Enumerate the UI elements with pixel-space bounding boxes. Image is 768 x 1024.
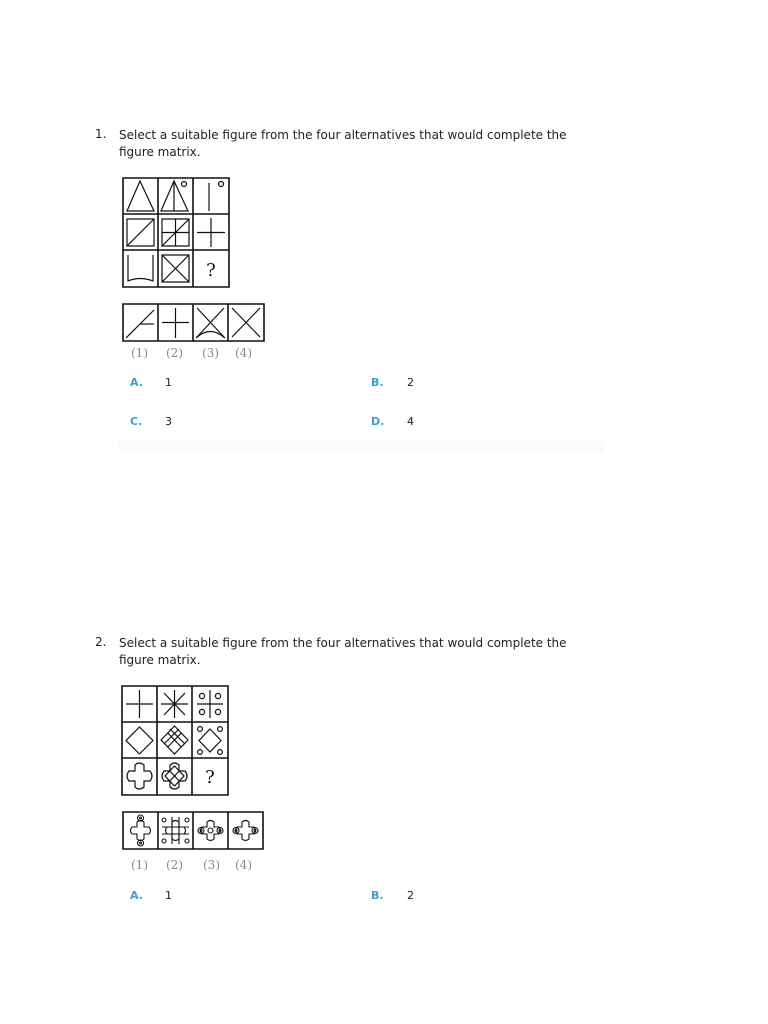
- option-letter: A.: [130, 376, 143, 389]
- plus-figure: [197, 218, 225, 247]
- option-value: 1: [165, 376, 172, 389]
- answer-label: (1): [131, 858, 148, 872]
- curved-square-figure: [128, 255, 153, 281]
- option-letter: A.: [130, 889, 143, 902]
- answer-figure-2: [162, 308, 189, 338]
- option-value: 2: [407, 889, 414, 902]
- answer-label: (2): [166, 858, 183, 872]
- option-value: 3: [165, 415, 172, 428]
- line-circle-figure: [209, 182, 224, 212]
- square-diagonal-figure: [127, 219, 154, 246]
- option-value: 4: [407, 415, 414, 428]
- missing-figure-mark: ?: [205, 767, 215, 788]
- option-letter: C.: [130, 415, 143, 428]
- question-text: Select a suitable figure from the four alternatives that would complete the figure matrix.: [119, 128, 567, 159]
- answer-figures: [122, 811, 264, 850]
- answer-figure-4: [233, 821, 258, 841]
- square-cross-diagonal-figure: [162, 219, 189, 246]
- answer-figure-3: [196, 308, 225, 338]
- question-number: 1.: [95, 127, 107, 141]
- triangle-figure: [127, 181, 154, 211]
- question-text: Select a suitable figure from the four alternatives that would complete the figure matrix.: [119, 636, 567, 667]
- answer-label: (2): [166, 346, 183, 360]
- question-divider: [118, 440, 604, 452]
- option-letter: B.: [371, 376, 384, 389]
- answer-label: (3): [202, 346, 219, 360]
- answer-figure-1: [131, 815, 151, 846]
- answer-figure-4: [232, 308, 260, 337]
- square-x-figure: [162, 255, 189, 282]
- question-number: 2.: [95, 635, 107, 649]
- plus-figure: [126, 690, 153, 718]
- option-value: 1: [165, 889, 172, 902]
- answer-label: (4): [235, 346, 252, 360]
- rounded-cross-lattice-figure: [162, 763, 187, 789]
- answer-figure-2: [162, 817, 189, 844]
- option-letter: B.: [371, 889, 384, 902]
- asterisk-figure: [161, 690, 188, 718]
- diamond-lattice-figure: [161, 726, 188, 754]
- answer-label: (3): [203, 858, 220, 872]
- answer-label: (4): [235, 858, 252, 872]
- option-value: 2: [407, 376, 414, 389]
- missing-figure-mark: ?: [206, 260, 216, 281]
- figure-matrix: [122, 177, 230, 288]
- figure-matrix: [121, 685, 229, 796]
- answer-figures: [122, 303, 265, 342]
- diamond-figure: [126, 727, 153, 754]
- circles-divider-figure: [197, 690, 223, 718]
- option-letter: D.: [371, 415, 385, 428]
- rounded-cross-figure: [127, 763, 152, 789]
- answer-label: (1): [131, 346, 148, 360]
- answer-figure-1: [126, 310, 154, 338]
- answer-figure-3: [198, 821, 223, 841]
- diamond-circles-figure: [198, 727, 223, 755]
- triangle-split-figure: [161, 181, 188, 211]
